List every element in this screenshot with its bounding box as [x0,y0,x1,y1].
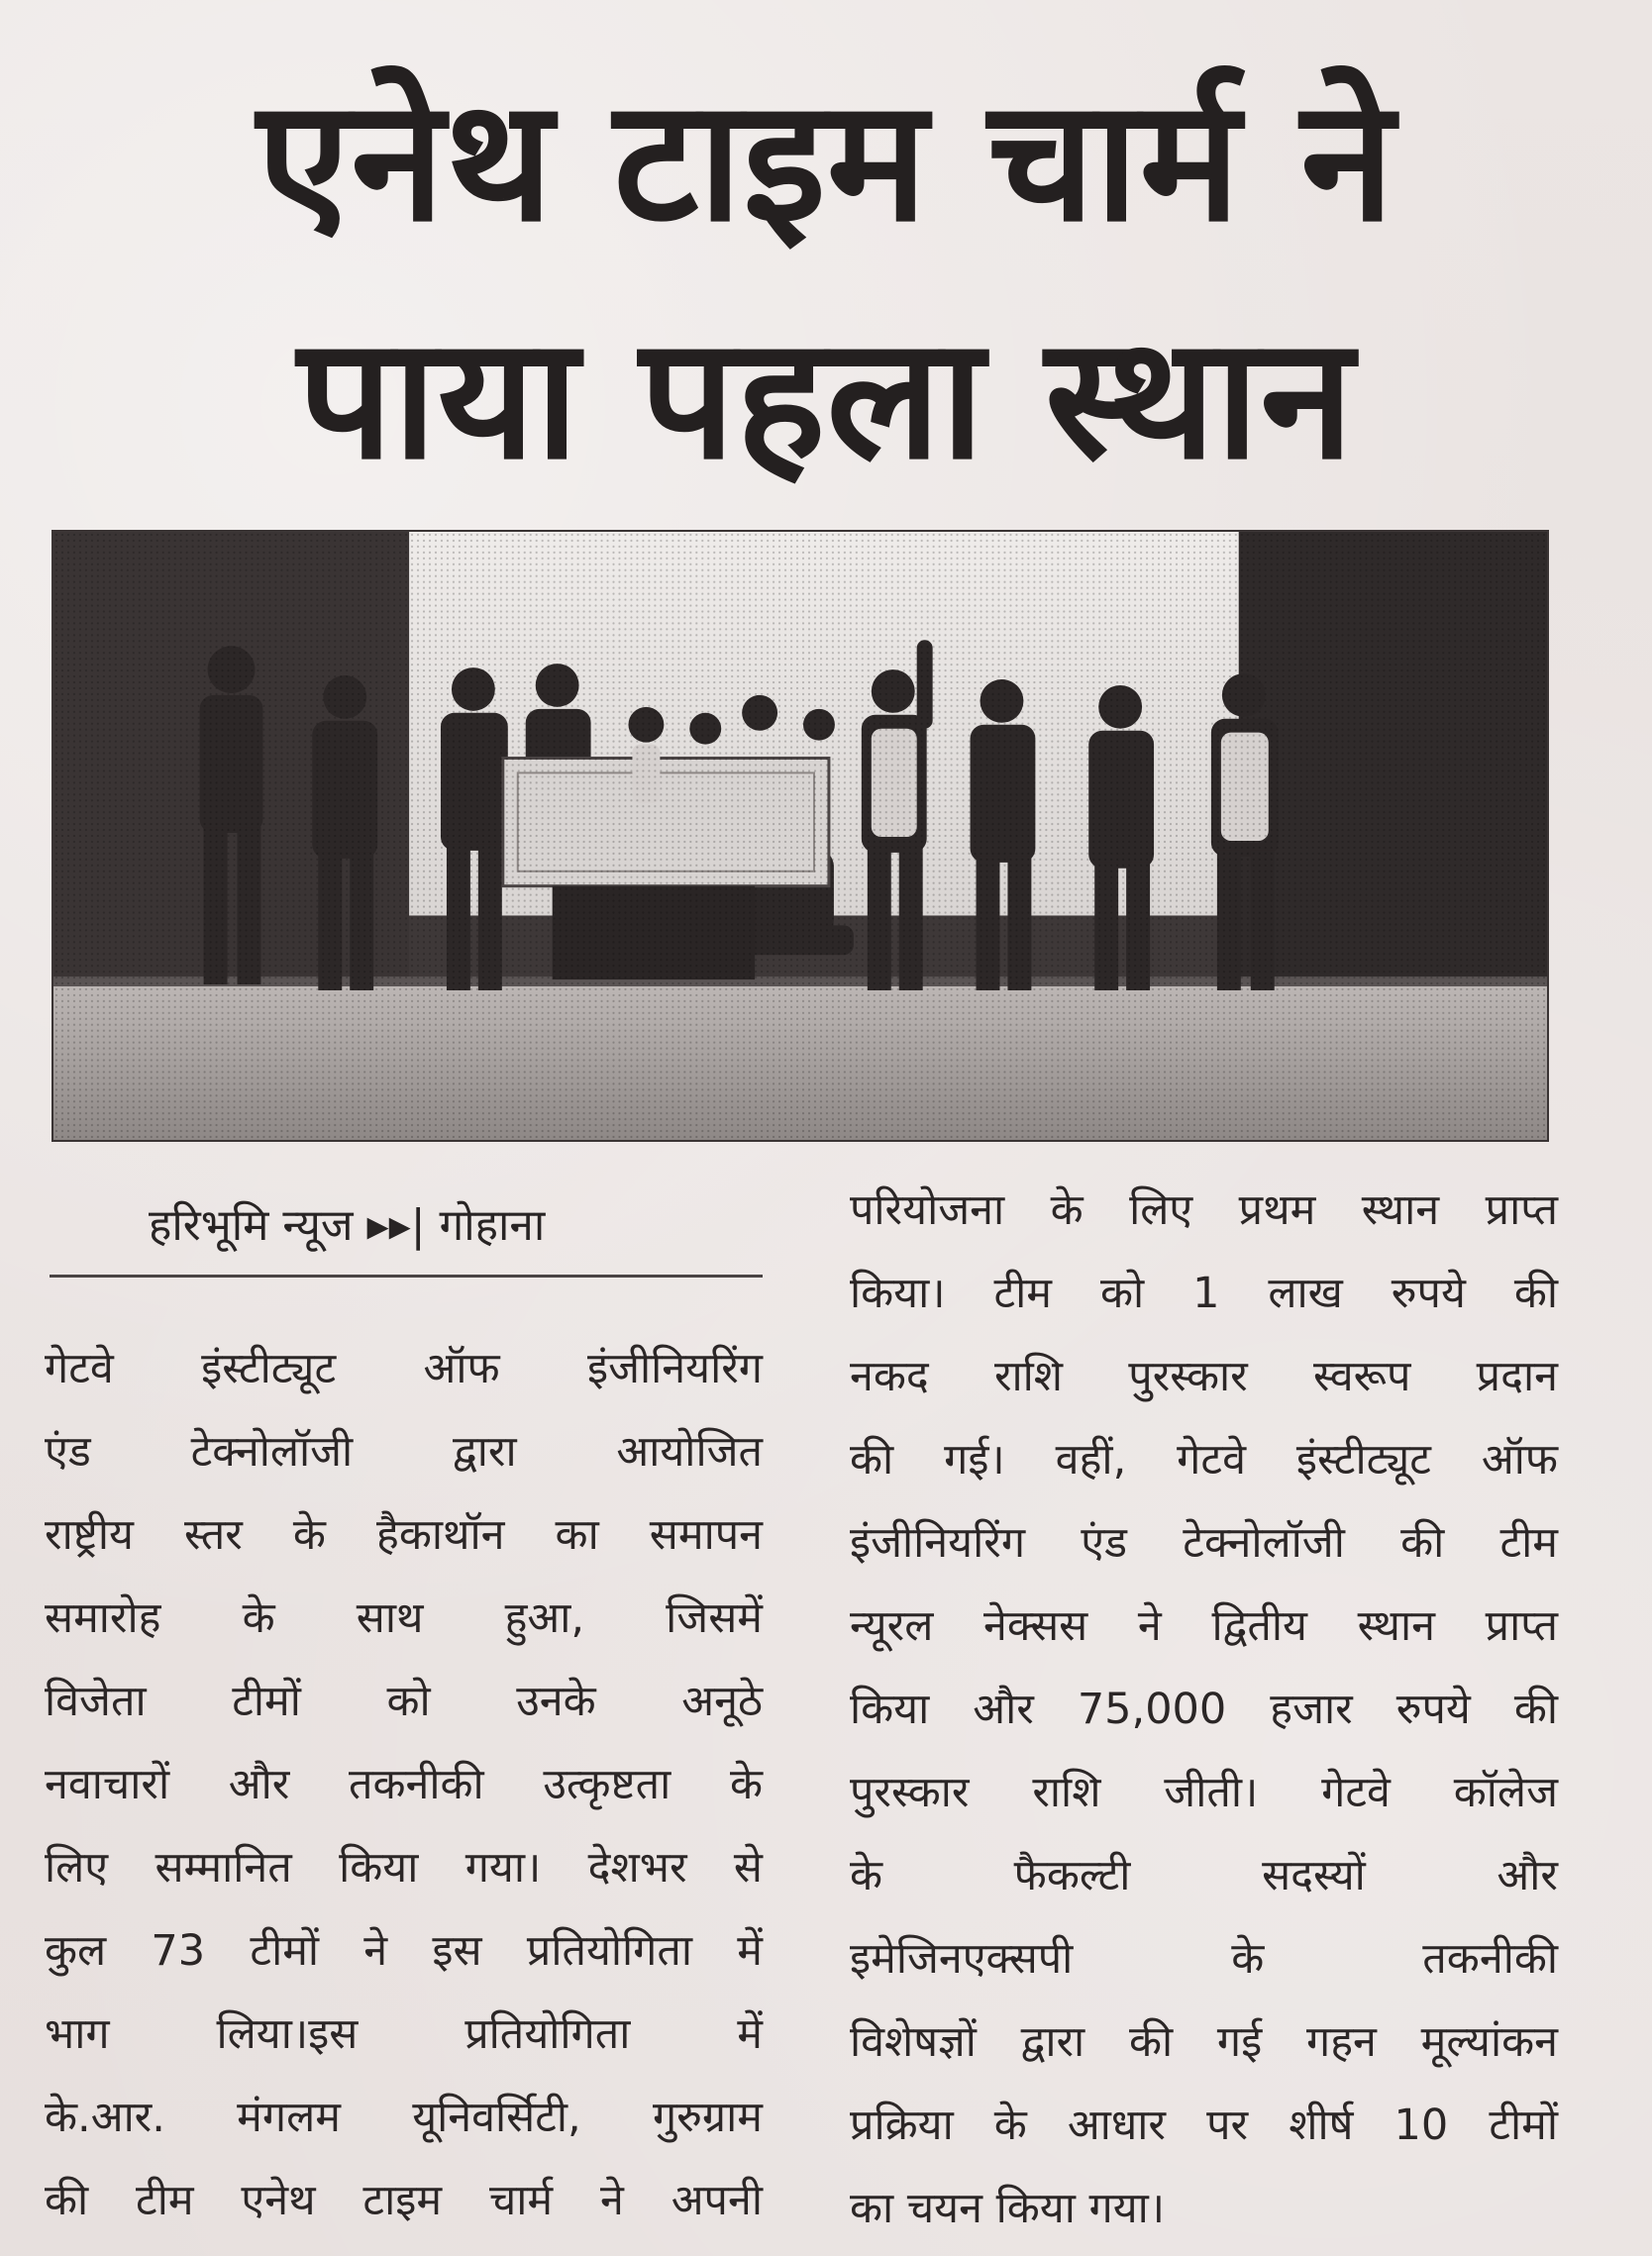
article-line: भाग लिया।इस प्रतियोगिता में [45,2009,763,2059]
article-line: राष्ट्रीय स्तर के हैकाथॉन का समापन [45,1510,763,1560]
article-line: एंड टेक्नोलॉजी द्वारा आयोजित [45,1427,763,1477]
byline: हरिभूमि न्यूज ▸▸| गोहाना [149,1200,546,1251]
article-line: कुल 73 टीमों ने इस प्रतियोगिता में [45,1926,763,1976]
news-photo-team-on-stage [52,530,1549,1142]
article-line: प्रक्रिया के आधार पर शीर्ष 10 टीमों [850,2101,1558,2150]
article-line: की गई। वहीं, गेटवे इंस्टीट्यूट ऑफ [850,1435,1558,1485]
article-line: किया और 75,000 हजार रुपये की [850,1685,1558,1734]
byline-rule [50,1275,763,1278]
article-line: नवाचारों और तकनीकी उत्कृष्टता के [45,1760,763,1809]
article-line: की टीम एनेथ टाइम चार्म ने अपनी [45,2176,763,2225]
article-line: का चयन किया गया। [850,2184,1166,2233]
article-line: न्यूरल नेक्सस ने द्वितीय स्थान प्राप्त [850,1601,1558,1651]
stage-photo-illustration [53,532,1547,1140]
article-line: विशेषज्ञों द्वारा की गई गहन मूल्यांकन [850,2017,1558,2067]
article-line: समारोह के साथ हुआ, जिसमें [45,1593,763,1643]
article-line: पुरस्कार राशि जीती। गेटवे कॉलेज [850,1768,1558,1817]
article-line: के फैकल्टी सदस्यों और [850,1851,1558,1900]
article-line: विजेता टीमों को उनके अनूठे [45,1677,763,1726]
article-line: इमेजिनएक्सपी के तकनीकी [850,1934,1558,1984]
article-line: इंजीनियरिंग एंड टेक्नोलॉजी की टीम [850,1518,1558,1568]
article-line: लिए सम्मानित किया गया। देशभर से [45,1843,763,1893]
article-line: गेटवे इंस्टीट्यूट ऑफ इंजीनियरिंग [45,1344,763,1393]
article-line: परियोजना के लिए प्रथम स्थान प्राप्त [850,1185,1558,1235]
article-right-column [850,1169,1558,2250]
headline-line-2: पाया पहला स्थान [297,301,1355,497]
article-line: नकद राशि पुरस्कार स्वरूप प्रदान [850,1352,1558,1401]
article-line: के.आर. मंगलम यूनिवर्सिटी, गुरुग्राम [45,2093,763,2142]
article-line: किया। टीम को 1 लाख रुपये की [850,1269,1558,1318]
article-left-column [45,1327,763,2242]
headline-line-1: एनेथ टाइम चार्म ने [257,63,1395,259]
